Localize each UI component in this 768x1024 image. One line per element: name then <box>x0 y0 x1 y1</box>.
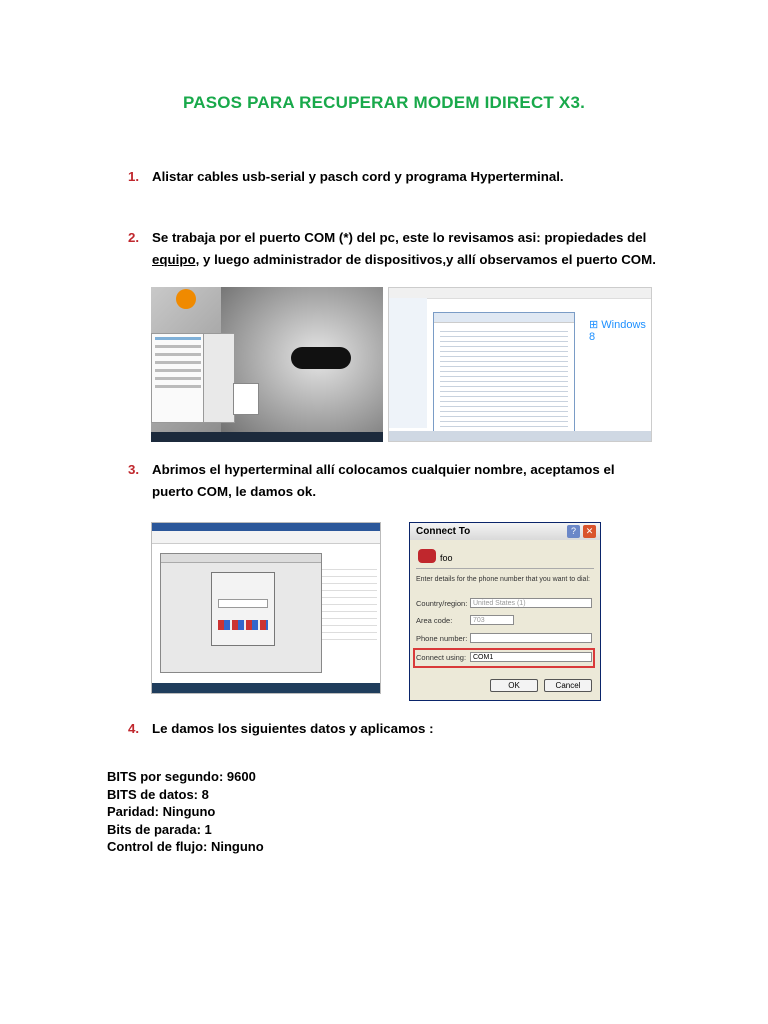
hyperterminal-screenshot <box>151 522 381 694</box>
taskbar <box>151 432 383 442</box>
start-menu <box>151 333 205 423</box>
area-code-field[interactable]: 703 <box>470 615 514 625</box>
dialog-title: Connect To <box>410 523 600 540</box>
serial-parameters <box>107 768 264 856</box>
connection-name: foo <box>440 553 453 563</box>
context-menu <box>233 383 259 415</box>
hyperterminal-window <box>160 553 322 673</box>
country-select[interactable]: United States (1) <box>470 598 592 608</box>
connect-using-select[interactable]: COM1 <box>470 652 592 662</box>
close-icon[interactable]: ✕ <box>583 525 596 538</box>
phone-icon <box>418 549 436 563</box>
phone-number-field[interactable] <box>470 633 592 643</box>
param-line: BITS de datos: 8 <box>107 786 209 802</box>
step-number: 4. <box>128 721 140 736</box>
step-number: 3. <box>128 462 140 477</box>
dialog-prompt: Enter details for the phone number that you want to dial: <box>416 576 590 583</box>
step-text: Alistar cables usb-serial y pasch cord y programa Hyperterminal. <box>152 169 564 184</box>
step-text: Se trabaja por el puerto COM (*) del pc, este lo revisamos asi: propiedades del <box>152 230 647 245</box>
device-manager-window <box>433 312 575 432</box>
country-label: Country/region: <box>416 599 468 608</box>
step-text-cont: y luego administrador de dispositivos,y allí observamos el puerto COM. <box>199 252 656 267</box>
help-button[interactable]: ? <box>567 525 580 538</box>
taskbar <box>152 683 380 693</box>
taskbar <box>389 431 651 441</box>
param-line: BITS por segundo: 9600 <box>107 769 256 784</box>
app-icon <box>176 289 196 309</box>
underlined-word: equipo, <box>152 252 200 267</box>
windows-logo: ⊞ Windows 8 <box>589 319 646 343</box>
connect-to-dialog <box>409 522 601 701</box>
param-line: Paridad: Ninguno <box>107 804 216 819</box>
document-title: PASOS PARA RECUPERAR MODEM IDIRECT X3. <box>182 93 586 112</box>
connect-using-label: Connect using: <box>416 653 467 662</box>
windows-logo-text: Windows 8 <box>589 319 646 343</box>
control-panel-sidebar <box>389 298 427 428</box>
area-code-label: Area code: <box>416 616 453 625</box>
cancel-button[interactable]: Cancel <box>544 679 592 692</box>
start-menu-right <box>203 333 235 423</box>
step-text: Abrimos el hyperterminal allí colocamos cualquier nombre, aceptamos el puerto COM, le damos ok. <box>152 462 615 499</box>
phone-number-label: Phone number: <box>416 634 468 643</box>
step-text: Le damos los siguientes datos y aplicamos : <box>152 721 434 736</box>
new-connection-dialog <box>211 572 275 646</box>
step-number: 1. <box>128 169 140 184</box>
mask-shape <box>291 347 351 369</box>
ok-button[interactable]: OK <box>490 679 538 692</box>
desktop-screenshot <box>151 287 383 442</box>
device-manager-screenshot <box>388 287 652 442</box>
param-line: Control de flujo: Ninguno <box>107 839 264 854</box>
step-number: 2. <box>128 230 140 245</box>
param-line: Bits de parada: 1 <box>107 821 212 837</box>
